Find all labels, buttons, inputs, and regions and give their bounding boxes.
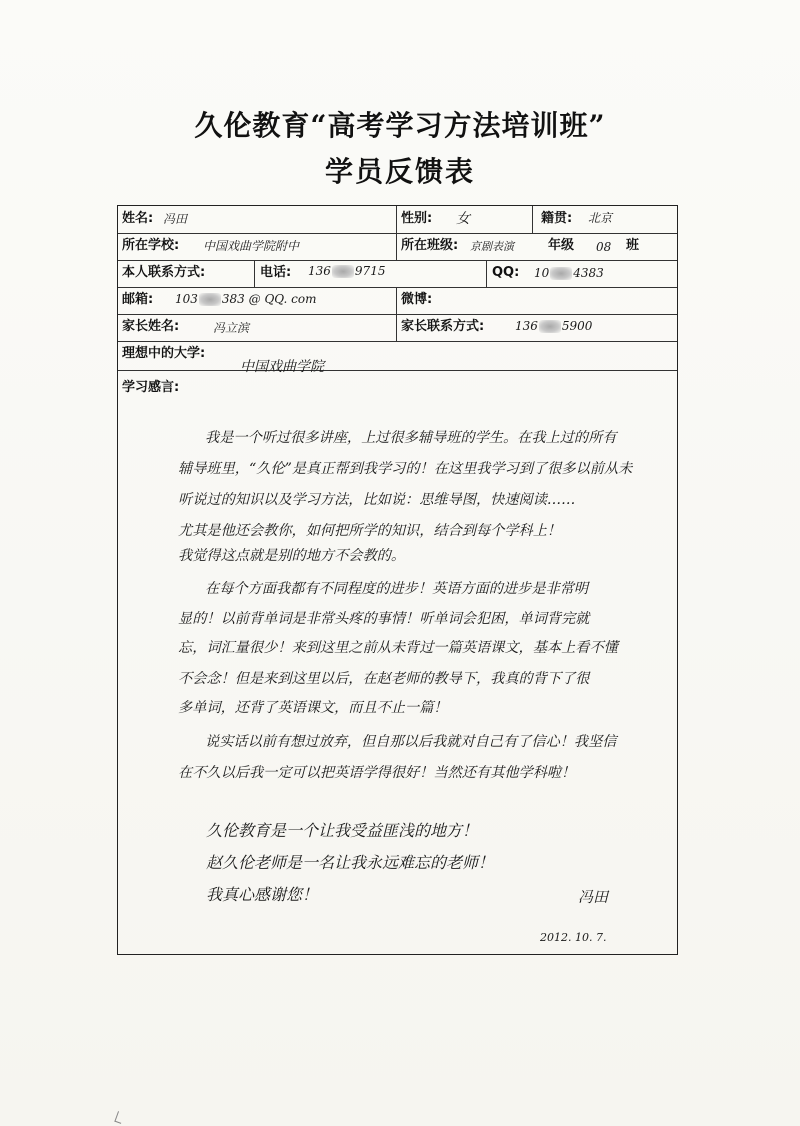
phone-tail: 15 xyxy=(370,264,386,278)
phone-value xyxy=(308,264,385,278)
weibo-label: 微博: xyxy=(401,292,433,307)
redaction-blur xyxy=(539,320,561,333)
gender-label: 性别: xyxy=(401,211,433,226)
email-suffix: 383 @ QQ. com xyxy=(221,292,317,306)
origin-value: 北京 xyxy=(588,211,613,225)
phone-label: 电话: xyxy=(260,265,292,280)
qq-value xyxy=(534,266,604,280)
email-prefix: 103 xyxy=(175,292,198,306)
university-value: 中国戏曲学院 xyxy=(240,359,324,375)
name-label: 姓名: xyxy=(122,211,154,226)
col-divider xyxy=(532,206,533,233)
document-subtitle: 学员反馈表 xyxy=(324,155,475,188)
col-divider xyxy=(254,260,255,287)
row-divider xyxy=(118,287,677,288)
feedback-line: 听说过的知识以及学习方法，比如说：思维导图，快速阅读…… xyxy=(178,492,576,508)
grade-suffix: 班 xyxy=(626,238,640,253)
email-label: 邮箱: xyxy=(122,292,154,307)
class-label: 所在班级: xyxy=(401,238,459,253)
origin-label: 籍贯: xyxy=(541,211,573,226)
parent-contact-prefix: 136 xyxy=(515,319,538,333)
feedback-line: 忘，词汇量很少！来到这里之前从未背过一篇英语课文，基本上看不懂 xyxy=(178,640,618,656)
signed-date: 2012. 10. 7. xyxy=(540,931,607,944)
col-divider xyxy=(396,314,397,341)
class-value: 京剧表演 xyxy=(470,240,514,253)
feedback-line: 多单词，还背了英语课文，而且不止一篇！ xyxy=(178,700,448,716)
feedback-line: 显的！以前背单词是非常头疼的事情！听单词会犯困，单词背完就 xyxy=(178,611,590,627)
signature: 冯田 xyxy=(578,888,609,906)
redaction-blur xyxy=(199,293,221,306)
row-divider xyxy=(118,341,677,342)
feedback-line: 我觉得这点就是别的地方不会教的。 xyxy=(178,548,406,564)
qq-label: QQ: xyxy=(492,265,520,280)
row-divider xyxy=(118,233,677,234)
col-divider xyxy=(396,287,397,314)
parent-contact-suffix: 5900 xyxy=(561,319,593,333)
closing-line: 赵久伦老师是一名让我永远难忘的老师！ xyxy=(206,853,495,872)
row-divider xyxy=(118,314,677,315)
qq-prefix: 10 xyxy=(534,266,550,280)
closing-line: 久伦教育是一个让我受益匪浅的地方！ xyxy=(206,821,479,840)
row-divider xyxy=(118,260,677,261)
contact-label: 本人联系方式: xyxy=(122,265,206,280)
redaction-blur xyxy=(550,267,572,280)
university-label: 理想中的大学: xyxy=(122,346,206,361)
feedback-line: 不会念！但是来到这里以后，在赵老师的教导下，我真的背下了很 xyxy=(178,671,590,687)
col-divider xyxy=(486,260,487,287)
phone-prefix: 136 xyxy=(308,264,331,278)
feedback-line: 在不久以后我一定可以把英语学得很好！当然还有其他学科啦！ xyxy=(178,765,576,781)
col-divider xyxy=(396,206,397,233)
parent-contact-value xyxy=(515,319,592,333)
name-value: 冯田 xyxy=(163,212,188,226)
feedback-line: 在每个方面我都有不同程度的进步！英语方面的进步是非常明 xyxy=(205,581,589,597)
grade-value: 08 xyxy=(596,240,612,254)
feedback-label: 学习感言: xyxy=(122,380,180,395)
feedback-line: 我是一个听过很多讲座，上过很多辅导班的学生。在我上过的所有 xyxy=(205,430,617,446)
phone-suffix: 97 xyxy=(354,264,371,278)
gender-value: 女 xyxy=(456,211,470,227)
feedback-line: 尤其是他还会教你，如何把所学的知识，结合到每个学科上！ xyxy=(178,523,562,539)
row-divider xyxy=(118,370,677,371)
qq-suffix: 4383 xyxy=(573,266,604,280)
closing-line: 我真心感谢您！ xyxy=(206,885,319,904)
col-divider xyxy=(396,233,397,260)
school-label: 所在学校: xyxy=(122,238,180,253)
feedback-line: 说实话以前有想过放弃，但自那以后我就对自己有了信心！我坚信 xyxy=(205,734,617,750)
parent-name-label: 家长姓名: xyxy=(122,319,180,334)
grade-label: 年级 xyxy=(548,238,575,253)
feedback-line: 辅导班里，“久伦”是真正帮到我学习的！在这里我学习到了很多以前从未 xyxy=(178,461,633,477)
scan-corner-mark xyxy=(114,1111,124,1124)
parent-name-value: 冯立滨 xyxy=(213,321,250,335)
email-value xyxy=(175,292,316,306)
redaction-blur xyxy=(332,265,354,278)
document-title: 久伦教育“高考学习方法培训班” xyxy=(194,109,606,142)
parent-contact-label: 家长联系方式: xyxy=(401,319,485,334)
school-value: 中国戏曲学院附中 xyxy=(203,239,300,253)
